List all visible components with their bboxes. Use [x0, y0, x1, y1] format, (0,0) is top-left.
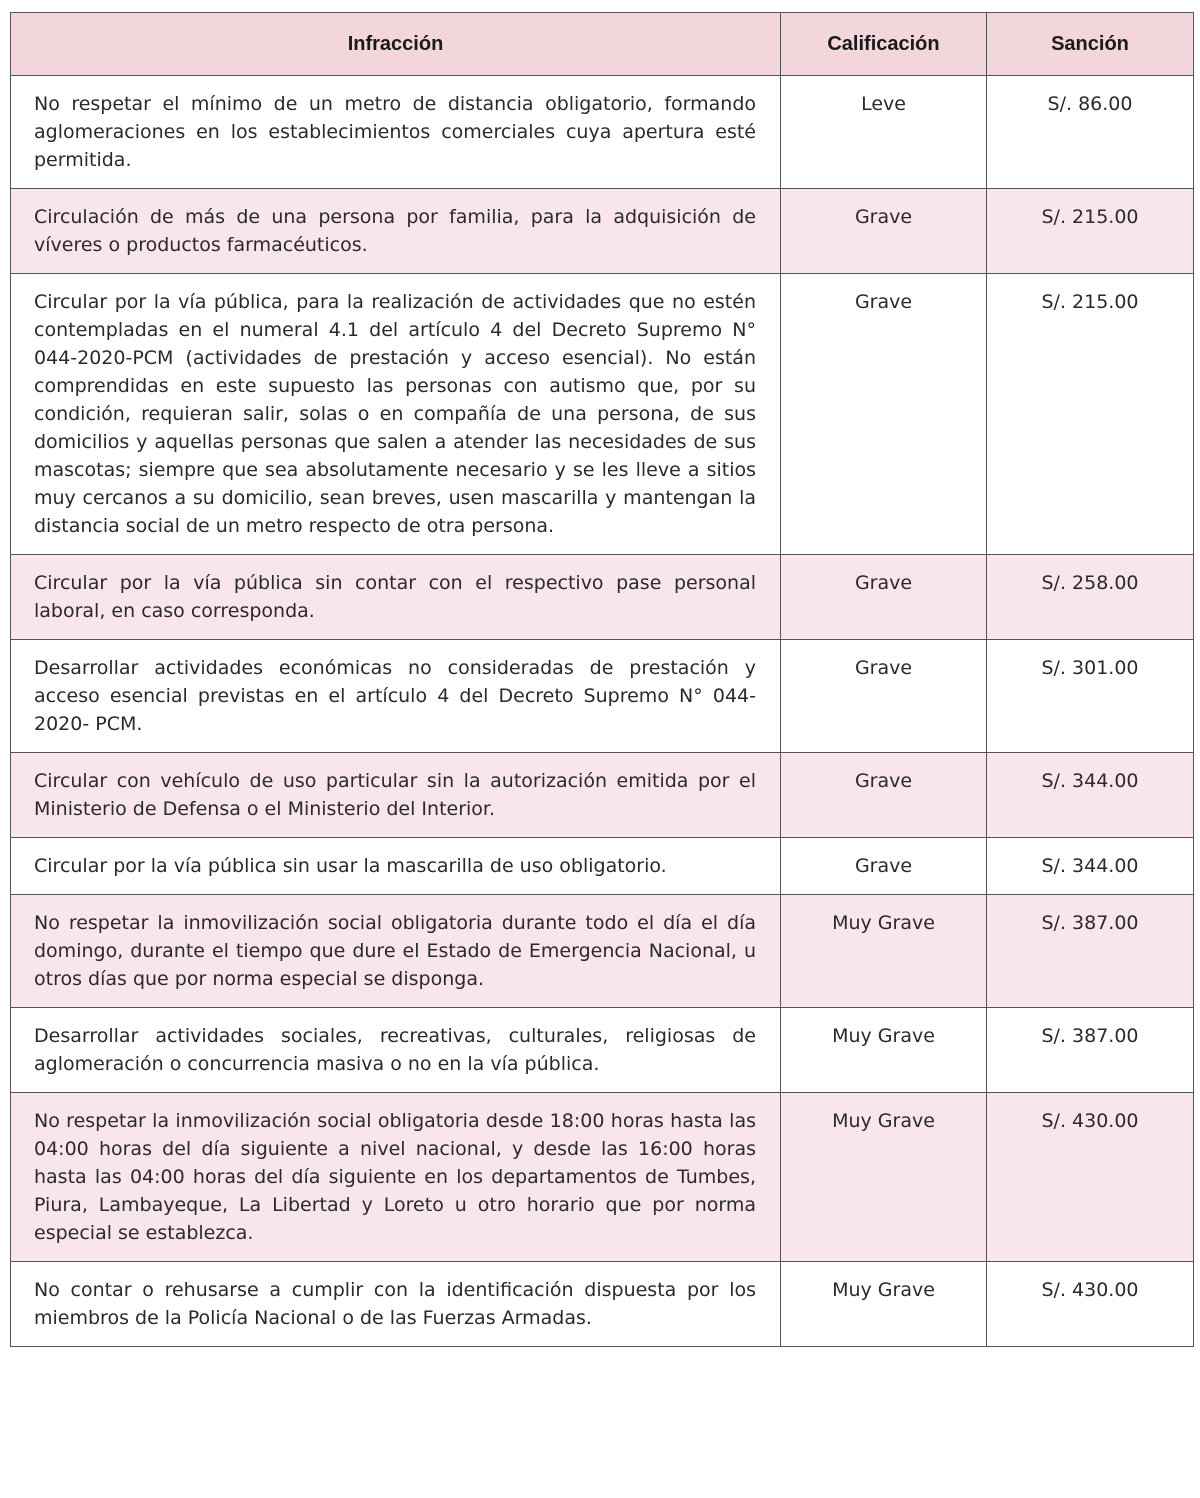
- header-sancion: Sanción: [987, 13, 1194, 76]
- cell-calificacion: Muy Grave: [781, 1093, 987, 1262]
- cell-calificacion: Grave: [781, 555, 987, 640]
- cell-infraccion: Circulación de más de una persona por familia, para la adquisición de víveres o productos farmacéuticos.: [11, 189, 781, 274]
- cell-sancion: S/. 430.00: [987, 1093, 1194, 1262]
- header-row: [11, 13, 1194, 76]
- table-row: [11, 76, 1194, 189]
- cell-calificacion: Muy Grave: [781, 1262, 987, 1347]
- cell-infraccion: No respetar el mínimo de un metro de distancia obligatorio, formando aglomeraciones en los establecimientos comerciales cuya apertura esté permitida.: [11, 76, 781, 189]
- cell-sancion: S/. 86.00: [987, 76, 1194, 189]
- cell-infraccion: No respetar la inmovilización social obligatoria durante todo el día el día domingo, durante el tiempo que dure el Estado de Emergencia Nacional, u otros días que por norma especial se disponga.: [11, 895, 781, 1008]
- cell-sancion: S/. 387.00: [987, 895, 1194, 1008]
- table-row: [11, 640, 1194, 753]
- cell-calificacion: Grave: [781, 838, 987, 895]
- cell-sancion: S/. 430.00: [987, 1262, 1194, 1347]
- header-calificacion: Calificación: [781, 13, 987, 76]
- table-row: [11, 753, 1194, 838]
- cell-calificacion: Grave: [781, 640, 987, 753]
- cell-sancion: S/. 258.00: [987, 555, 1194, 640]
- table-row: [11, 1262, 1194, 1347]
- table-row: [11, 1093, 1194, 1262]
- cell-sancion: S/. 301.00: [987, 640, 1194, 753]
- table-row: [11, 1008, 1194, 1093]
- header-infraccion: Infracción: [11, 13, 781, 76]
- cell-calificacion: Muy Grave: [781, 1008, 987, 1093]
- cell-infraccion: Circular por la vía pública sin usar la mascarilla de uso obligatorio.: [11, 838, 781, 895]
- cell-infraccion: Desarrollar actividades sociales, recreativas, culturales, religiosas de aglomeración o concurrencia masiva o no en la vía pública.: [11, 1008, 781, 1093]
- table-row: [11, 274, 1194, 555]
- cell-calificacion: Leve: [781, 76, 987, 189]
- table-row: [11, 189, 1194, 274]
- table-row: [11, 555, 1194, 640]
- cell-calificacion: Grave: [781, 189, 987, 274]
- cell-calificacion: Muy Grave: [781, 895, 987, 1008]
- cell-calificacion: Grave: [781, 753, 987, 838]
- cell-infraccion: Circular por la vía pública sin contar con el respectivo pase personal laboral, en caso corresponda.: [11, 555, 781, 640]
- cell-sancion: S/. 215.00: [987, 189, 1194, 274]
- cell-infraccion: No respetar la inmovilización social obligatoria desde 18:00 horas hasta las 04:00 horas del día siguiente a nivel nacional, y desde las 16:00 horas hasta las 04:00 horas del día siguiente en los departamentos de Tumbes, Piura, Lambayeque, La Libertad y Loreto u otro horario que por norma especial se establezca.: [11, 1093, 781, 1262]
- cell-infraccion: Desarrollar actividades económicas no consideradas de prestación y acceso esencial previstas en el artículo 4 del Decreto Supremo N° 044-2020- PCM.: [11, 640, 781, 753]
- cell-infraccion: Circular por la vía pública, para la realización de actividades que no estén contempladas en el numeral 4.1 del artículo 4 del Decreto Supremo N° 044-2020-PCM (actividades de prestación y acceso esencial). No están comprendidas en este supuesto las personas con autismo que, por su condición, requieran salir, solas o en compañía de una persona, de sus domicilios y aquellas personas que salen a atender las necesidades de sus mascotas; siempre que sea absolutamente necesario y se les lleve a sitios muy cercanos a su domicilio, sean breves, usen mascarilla y mantengan la distancia social de un metro respecto de otra persona.: [11, 274, 781, 555]
- table-row: [11, 895, 1194, 1008]
- table-header: [11, 13, 1194, 76]
- infractions-table: [10, 12, 1194, 1347]
- cell-sancion: S/. 344.00: [987, 753, 1194, 838]
- cell-sancion: S/. 215.00: [987, 274, 1194, 555]
- table-body: [11, 76, 1194, 1347]
- cell-infraccion: Circular con vehículo de uso particular sin la autorización emitida por el Ministerio de Defensa o el Ministerio del Interior.: [11, 753, 781, 838]
- cell-sancion: S/. 387.00: [987, 1008, 1194, 1093]
- cell-calificacion: Grave: [781, 274, 987, 555]
- cell-infraccion: No contar o rehusarse a cumplir con la identificación dispuesta por los miembros de la Policía Nacional o de las Fuerzas Armadas.: [11, 1262, 781, 1347]
- cell-sancion: S/. 344.00: [987, 838, 1194, 895]
- table-row: [11, 838, 1194, 895]
